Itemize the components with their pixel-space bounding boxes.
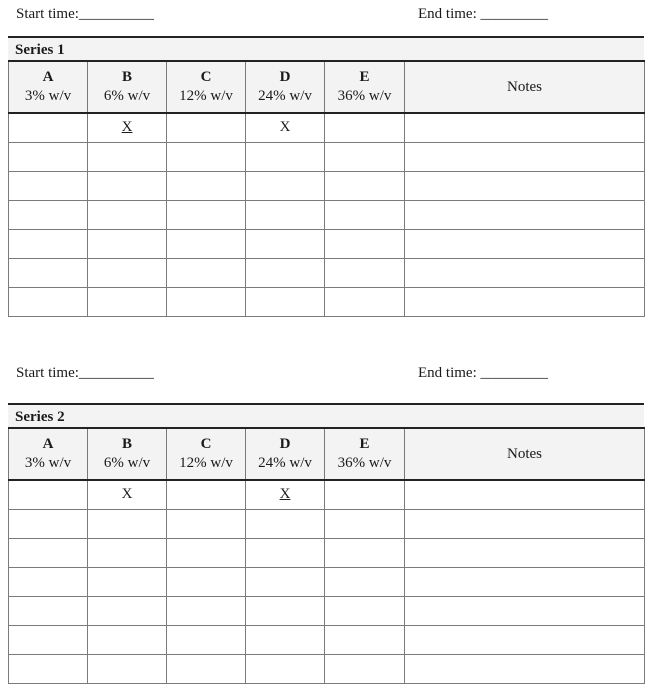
table-cell[interactable] [167,596,246,625]
table-cell[interactable] [325,200,405,229]
column-header-c: C 12% w/v [167,61,246,113]
table-cell[interactable] [88,596,167,625]
end-time-field[interactable]: End time: _________ [418,6,548,22]
series-title: Series 1 [8,36,644,60]
table-cell[interactable] [167,538,246,567]
table-cell[interactable] [88,509,167,538]
table-row [9,287,645,316]
table-cell[interactable] [88,171,167,200]
table-cell[interactable] [167,229,246,258]
table-cell[interactable] [9,625,88,654]
table-cell[interactable] [325,142,405,171]
column-header-a: A 3% w/v [9,428,88,480]
column-header-b: B 6% w/v [88,61,167,113]
series-title: Series 2 [8,403,644,427]
table-cell[interactable] [246,258,325,287]
table-cell[interactable] [246,596,325,625]
table-row [9,567,645,596]
table-row [9,625,645,654]
table-cell[interactable] [325,258,405,287]
table-cell[interactable] [9,113,88,142]
table-cell[interactable] [325,287,405,316]
table-cell[interactable] [167,113,246,142]
table-row [9,258,645,287]
table-cell[interactable] [167,480,246,509]
timeline-1 [0,4,648,28]
table-row [9,509,645,538]
table-cell[interactable] [167,287,246,316]
table-cell[interactable] [88,200,167,229]
notes-cell[interactable] [405,538,645,567]
notes-cell[interactable] [405,567,645,596]
table-cell[interactable] [167,654,246,683]
table-cell[interactable] [9,567,88,596]
notes-cell[interactable] [405,654,645,683]
column-header-b: B 6% w/v [88,428,167,480]
table-cell[interactable] [167,625,246,654]
table-cell[interactable] [325,229,405,258]
table-cell[interactable] [167,258,246,287]
table-cell[interactable] [325,596,405,625]
table-cell[interactable] [325,509,405,538]
column-header-notes: Notes [405,428,645,480]
column-header-notes: Notes [405,61,645,113]
series-2-table [8,403,644,684]
table-cell[interactable] [88,258,167,287]
table-cell[interactable] [325,538,405,567]
table-cell[interactable] [9,538,88,567]
table-cell[interactable] [9,654,88,683]
notes-cell[interactable] [405,142,645,171]
table-cell[interactable] [9,229,88,258]
table-cell[interactable]: X [88,113,167,142]
start-time-field[interactable]: Start time:__________ [16,6,154,22]
table-cell[interactable] [325,654,405,683]
notes-cell[interactable] [405,480,645,509]
table-row [9,229,645,258]
table-cell[interactable] [9,509,88,538]
table-cell[interactable] [9,287,88,316]
column-header-d: D 24% w/v [246,428,325,480]
table-row [9,654,645,683]
table-row [9,113,645,142]
table-cell[interactable] [88,229,167,258]
table-cell[interactable] [246,567,325,596]
table-cell[interactable] [9,142,88,171]
notes-cell[interactable] [405,113,645,142]
table-cell[interactable] [246,654,325,683]
table-cell[interactable] [167,142,246,171]
table-cell[interactable] [167,171,246,200]
notes-cell[interactable] [405,596,645,625]
table-cell[interactable] [9,480,88,509]
table-cell[interactable] [246,287,325,316]
header-row [9,428,645,480]
header-row [9,61,645,113]
notes-cell[interactable] [405,509,645,538]
table-cell[interactable] [246,171,325,200]
table-cell[interactable] [246,200,325,229]
table-cell[interactable] [9,200,88,229]
table-cell[interactable] [88,654,167,683]
table-cell[interactable] [167,567,246,596]
table-cell[interactable]: X [88,480,167,509]
table-cell[interactable] [246,509,325,538]
table-cell[interactable]: X [246,113,325,142]
table-row [9,596,645,625]
table-cell[interactable] [325,113,405,142]
notes-cell[interactable] [405,287,645,316]
table-cell[interactable] [325,625,405,654]
table-cell[interactable] [88,142,167,171]
series-1-table [8,36,644,317]
column-header-e: E 36% w/v [325,428,405,480]
table-cell[interactable]: X [246,480,325,509]
table-cell[interactable] [325,567,405,596]
table-row [9,171,645,200]
notes-cell[interactable] [405,171,645,200]
table-cell[interactable] [9,258,88,287]
table-cell[interactable] [167,509,246,538]
table-cell[interactable] [88,625,167,654]
table-cell[interactable] [325,171,405,200]
table-cell[interactable] [167,200,246,229]
table-row [9,200,645,229]
end-time-field[interactable]: End time: _________ [418,365,548,381]
notes-cell[interactable] [405,200,645,229]
start-time-field[interactable]: Start time:__________ [16,365,154,381]
table-cell[interactable] [88,538,167,567]
table-cell[interactable] [88,287,167,316]
table-cell[interactable] [246,538,325,567]
notes-cell[interactable] [405,229,645,258]
column-header-d: D 24% w/v [246,61,325,113]
column-header-e: E 36% w/v [325,61,405,113]
notes-cell[interactable] [405,625,645,654]
column-header-a: A 3% w/v [9,61,88,113]
column-header-c: C 12% w/v [167,428,246,480]
table-cell[interactable] [9,171,88,200]
table-row [9,142,645,171]
table-cell[interactable] [246,142,325,171]
table-row [9,480,645,509]
table-cell[interactable] [325,480,405,509]
table-cell[interactable] [88,567,167,596]
table-cell[interactable] [9,596,88,625]
table-row [9,538,645,567]
table-cell[interactable] [246,625,325,654]
notes-cell[interactable] [405,258,645,287]
table-cell[interactable] [246,229,325,258]
timeline-2 [0,363,648,387]
